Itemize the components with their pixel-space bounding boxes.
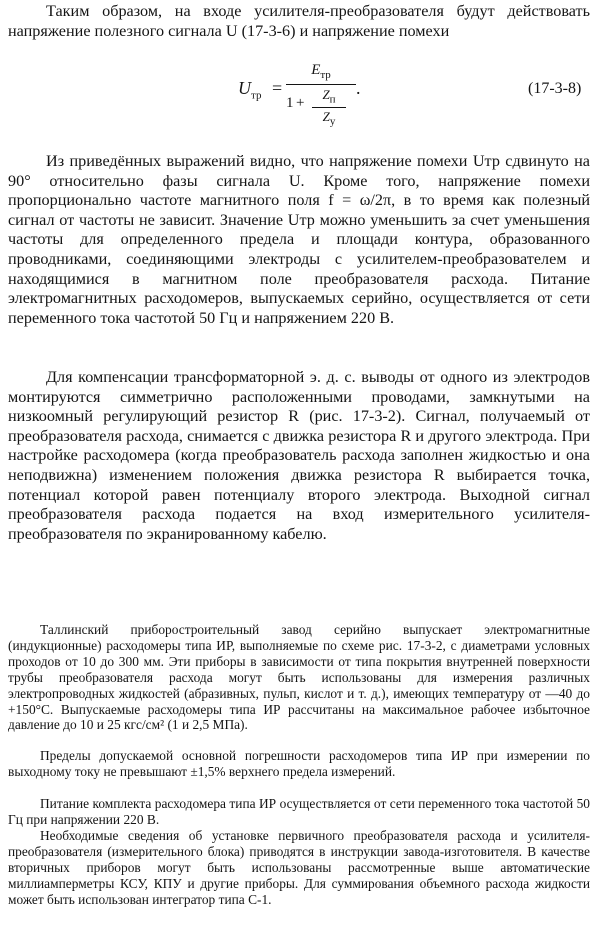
subfraction-bar xyxy=(312,107,346,108)
equation-numerator: $E_{тр}$ xyxy=(311,62,331,81)
denominator-plus: + xyxy=(296,95,305,111)
impedance-denominator: $Z_у$ xyxy=(322,108,336,128)
intro-paragraph: Таким образом, на входе усилителя-преобразователя будут действовать напряжение полезного сигнала U (17-3-6) и напряжение помехи xyxy=(8,2,590,40)
equation-denominator xyxy=(286,87,356,127)
impedance-ratio xyxy=(312,87,346,127)
body-paragraph-1: Из приведённых выражений видно, что напряжение помехи Uтр сдвинуто на 90° относительно фазы сигнала U. Кроме того, напряжение помехи пропорционально частоте магнитного поля f = ω/2π, в то время как полезный сигнал от частоты не зависит. Значение Uтр можно уменьшить за счет уменьшения частоты для определенного предела и площади контура, образованного проводниками, соединяющими электроды с усилителем-преобразователем и находящимися в магнитном поле преобразователя расхода. Питание электромагнитных расходомеров, выпускаемых серийно, осуществляется от сети переменного тока частотой 50 Гц и напряжением 220 В. xyxy=(8,152,590,327)
body-paragraph-2: Для компенсации трансформаторной э. д. с. выводы от одного из электродов монтируются симметрично расположенными проводами, замкнутыми на низкоомный регулирующий резистор R (рис. 17-3-2). Сигнал, получаемый от преобразователя расхода, снимается с движка резистора R и другого электрода. При настройке расходомера (когда преобразователь расхода заполнен жидкостью и она неподвижна) изменением положения движка резистора R выбирается точка, потенциал которой равен потенциалу второго электрода. Выходной сигнал преобразователя расхода подается на вход измерительного усилителя-преобразователя по экранированному кабелю. xyxy=(8,368,590,543)
equation-period: . xyxy=(356,78,361,98)
small-paragraph-4: Необходимые сведения об установке первичного преобразователя расхода и усилителя-преобразователя (измерительного блока) приводятся в инструкции завода-изготовителя. В качестве вторичных приборов могут быть использованы рассмотренные выше автоматические миллиамперметры КСУ, КПУ и другие приборы. Для суммирования объемного расхода жидкости может быть использован интегратор типа С-1. xyxy=(8,828,590,907)
equation-number: (17-3-8) xyxy=(528,80,582,97)
denominator-one: 1 xyxy=(286,95,294,111)
fraction-bar xyxy=(286,84,356,85)
impedance-numerator: $Z_п$ xyxy=(322,87,336,106)
small-paragraph-3: Питание комплекта расходомера типа ИР осуществляется от сети переменного тока частотой 50 Гц при напряжении 220 В. xyxy=(8,796,590,827)
small-paragraph-2: Пределы допускаемой основной погрешности расходомеров типа ИР при измерении по выходному току не превышают ±1,5% верхнего предела измерений. xyxy=(8,748,590,779)
equation-fraction xyxy=(286,62,356,127)
equation-equals: = xyxy=(272,78,283,98)
small-paragraph-1: Таллинский приборостроительный завод серийно выпускает электромагнитные (индукционные) расходомеры типа ИР, выполняемые по схеме рис. 17-3-2, с диаметрами условных проходов от 10 до 300 мм. Эти приборы в зависимости от типа покрытия внутренней поверхности трубы преобразователя расхода могут быть использованы для измерения различных электропроводных жидкостей (абразивных, пульп, кислот и т. д.), имеющих температуру от —40 до +150°С. Выпускаемые расходомеры типа ИР рассчитаны на максимальное рабочее избыточное давление до 10 и 25 кгс/см² (1 и 2,5 МПа). xyxy=(8,622,590,733)
equation-17-3-8 xyxy=(0,62,600,130)
equation-lhs: $U_{тр}$ xyxy=(238,78,262,102)
